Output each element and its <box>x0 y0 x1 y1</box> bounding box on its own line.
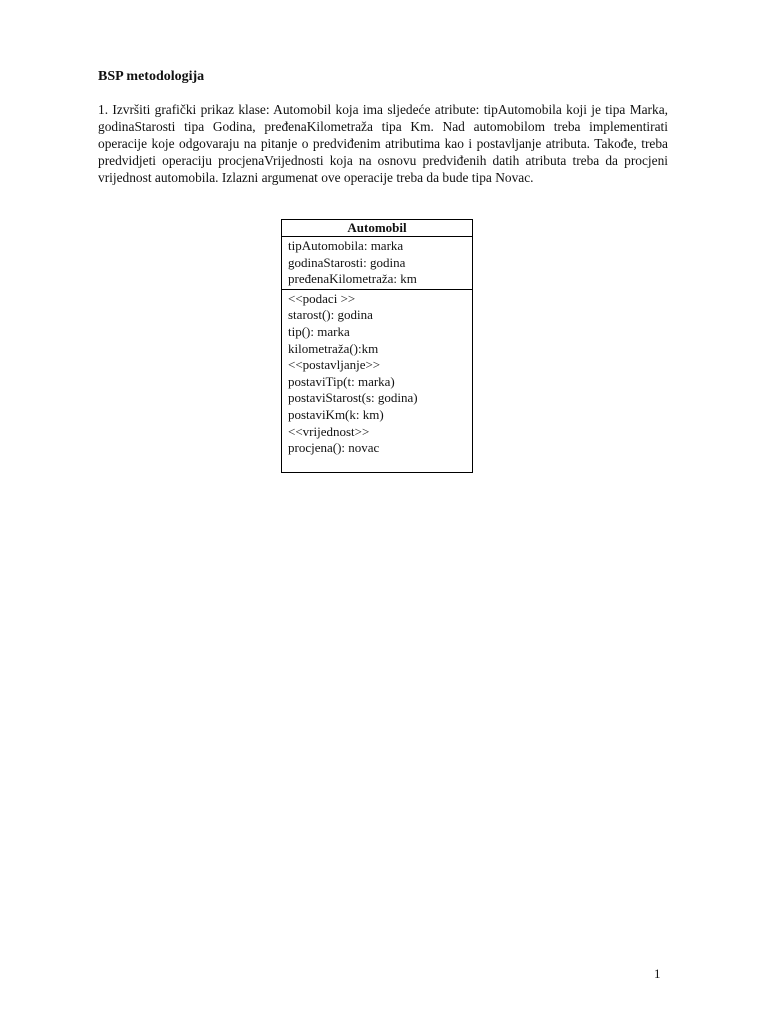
uml-stereotype-vrijednost: <<vrijednost>> <box>288 423 370 439</box>
uml-operation: postaviStarost(s: godina) <box>288 390 418 406</box>
page-number: 1 <box>654 966 661 981</box>
uml-stereotype-podaci: <<podaci >> <box>288 290 356 306</box>
uml-operation: tip(): marka <box>288 323 350 339</box>
uml-attributes-section <box>282 237 472 290</box>
uml-operations-section <box>282 290 472 472</box>
uml-operation: procjena(): novac <box>288 440 380 456</box>
task-paragraph: 1. Izvršiti grafički prikaz klase: Automobil koja ima sljedeće atribute: tipAutomobila koji je tipa Marka, godinaStarosti tipa Godina, pređenaKilometraža tipa Km. Nad automobilom treba implementirati operacije koje odgovaraju na pitanje o predviđenim atributima kao i postavljanje atributa. Takođe, treba predvidjeti operaciju procjenaVrijednosti koja na osnovu predviđenih datih atributa treba da procjeni vrijednost automobila. Izlazni argumenat ove operacije treba da bude tipa Novac. <box>98 102 668 185</box>
uml-operation: starost(): godina <box>288 307 373 323</box>
document-heading: BSP metodologija <box>98 69 205 84</box>
uml-operation: kilometraža():km <box>288 340 379 356</box>
uml-operation: postaviTip(t: marka) <box>288 373 395 389</box>
uml-stereotype-postavljanje: <<postavljanje>> <box>288 357 381 373</box>
uml-attribute: tipAutomobila: marka <box>288 238 404 253</box>
uml-attribute: pređenaKilometraža: km <box>288 271 417 287</box>
uml-attribute: godinaStarosti: godina <box>288 254 406 270</box>
uml-class-name: Automobil <box>282 220 472 237</box>
uml-operation: postaviKm(k: km) <box>288 406 384 422</box>
uml-class-diagram <box>281 219 473 473</box>
